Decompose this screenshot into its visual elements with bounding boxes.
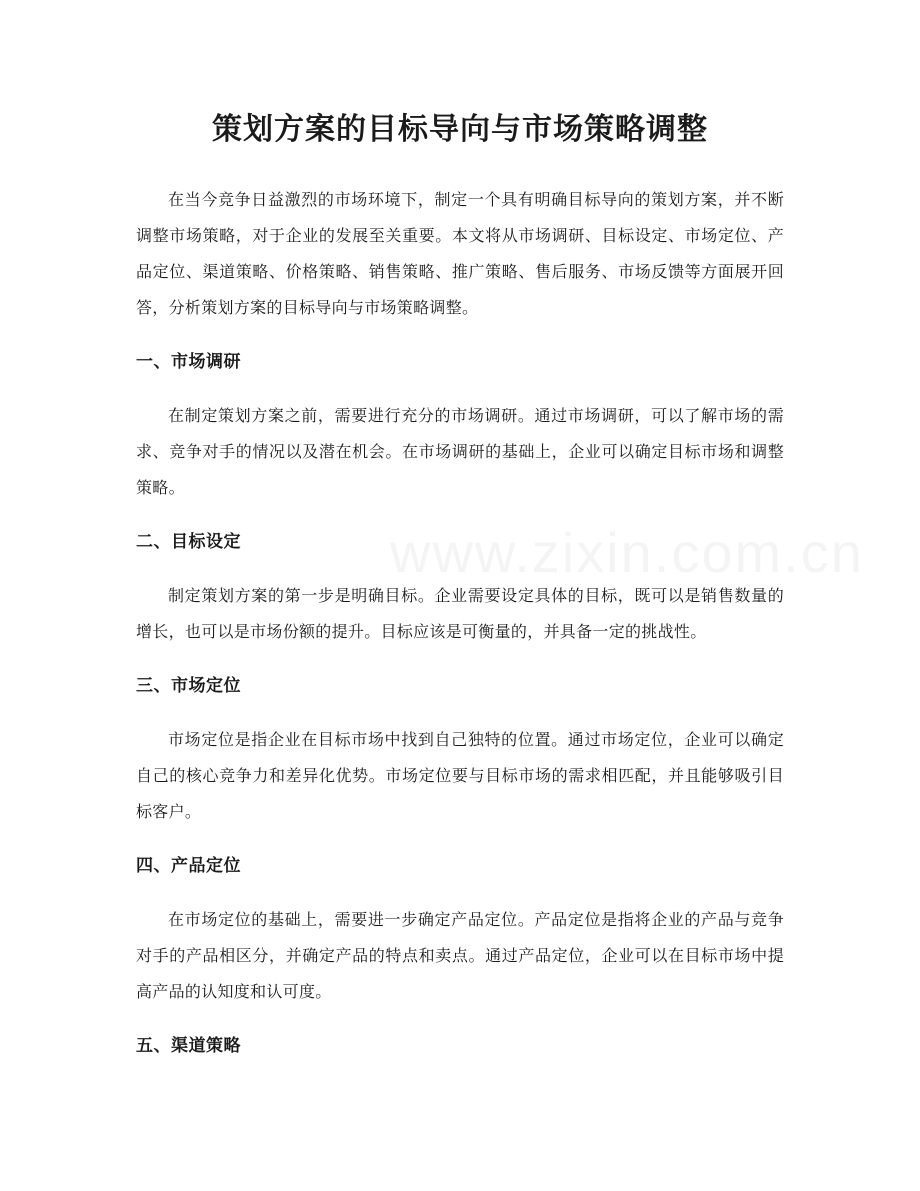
section-heading-market-positioning: 三、市场定位 [136,676,241,696]
document-body [136,182,784,1064]
section-body-product-positioning: 在市场定位的基础上，需要进一步确定产品定位。产品定位是指将企业的产品与竞争对手的产品相区分，并确定产品的特点和卖点。通过产品定位，企业可以在目标市场中提高产品的认知度和认可度。 [136,910,784,1001]
section-heading-product-positioning: 四、产品定位 [136,856,241,876]
document-title: 策划方案的目标导向与市场策略调整 [212,112,708,147]
section-heading-channel-strategy: 五、渠道策略 [136,1036,241,1056]
section-body-market-research: 在制定策划方案之前，需要进行充分的市场调研。通过市场调研，可以了解市场的需求、竞争对手的情况以及潜在机会。在市场调研的基础上，企业可以确定目标市场和调整策略。 [136,406,784,497]
section-body-goal-setting: 制定策划方案的第一步是明确目标。企业需要设定具体的目标，既可以是销售数量的增长，也可以是市场份额的提升。目标应该是可衡量的，并具备一定的挑战性。 [136,586,784,641]
section-heading-market-research: 一、市场调研 [136,352,241,372]
section-body-market-positioning: 市场定位是指企业在目标市场中找到自己独特的位置。通过市场定位，企业可以确定自己的核心竞争力和差异化优势。市场定位要与目标市场的需求相匹配，并且能够吸引目标客户。 [136,730,784,821]
intro-paragraph: 在当今竞争日益激烈的市场环境下，制定一个具有明确目标导向的策划方案，并不断调整市场策略，对于企业的发展至关重要。本文将从市场调研、目标设定、市场定位、产品定位、渠道策略、价格策略、销售策略、推广策略、售后服务、市场反馈等方面展开回答，分析策划方案的目标导向与市场策略调整。 [136,190,784,317]
section-heading-goal-setting: 二、目标设定 [136,532,241,552]
